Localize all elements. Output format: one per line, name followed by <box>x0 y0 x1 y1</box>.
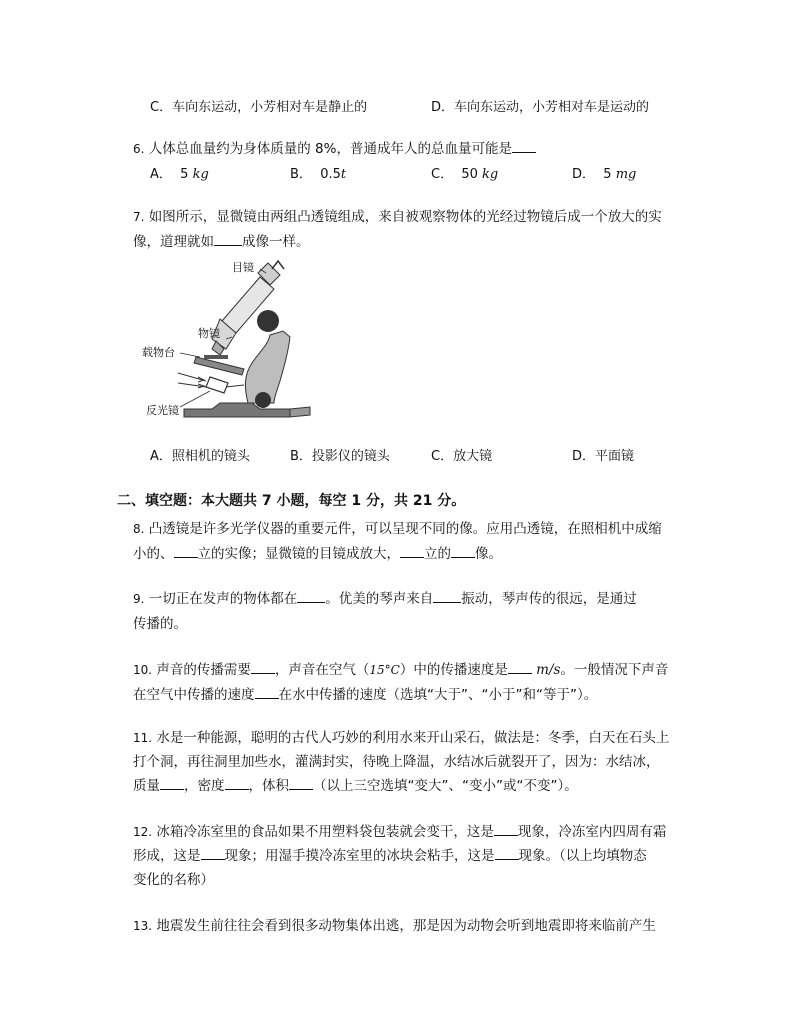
q6-option-b: B． 0.5t <box>290 167 347 182</box>
answer-blank <box>508 659 532 674</box>
label-stage: 载物台 <box>142 346 175 359</box>
temperature-value: 15°C <box>369 663 400 677</box>
question-text-part: 立的 <box>424 546 451 562</box>
label-objective: 物镜 <box>198 327 220 340</box>
answer-blank <box>174 543 198 558</box>
question-10 <box>133 658 693 708</box>
question-text: 水是一种能源，聪明的古代人巧妙的利用水来开山采石，做法是：冬季，白天在石头上 <box>156 730 670 746</box>
question-text-part: 在水中传播的速度（选填“大于”、“小于”和“等于”）。 <box>278 687 598 703</box>
question-text-part: 。一般情况下声音 <box>560 662 669 678</box>
question-11 <box>133 726 693 798</box>
section-heading: 二、填空题：本大题共 7 小题，每空 1 分，共 21 分。 <box>117 493 466 509</box>
question-text-part: 小的、 <box>133 546 174 562</box>
question-text: 人体总血量约为身体质量的 8%，普通成年人的总血量可能是 <box>148 141 512 157</box>
question-text-part: 现象，冷冻室内四周有霜 <box>517 824 667 840</box>
question-text: 打个洞，再往洞里加些水，灌满封实，待晚上降温，水结冰后就裂开了，因为：水结冰， <box>133 754 660 770</box>
answer-blank <box>255 684 279 699</box>
answer-blank <box>400 543 424 558</box>
question-8 <box>133 517 693 567</box>
q5-option-d: D．车向东运动，小芳相对车是运动的 <box>431 100 650 115</box>
answer-blank <box>289 775 313 790</box>
answer-blank <box>297 588 325 603</box>
answer-blank <box>512 138 536 153</box>
answer-blank <box>251 659 275 674</box>
question-text-part: 声音的传播需要 <box>156 662 251 678</box>
answer-blank <box>451 543 475 558</box>
question-text-part: 立的实像；显微镜的目镜成放大， <box>197 546 400 562</box>
question-text: 凸透镜是许多光学仪器的重要元件，可以呈现不同的像。应用凸透镜，在照相机中成缩 <box>148 521 662 537</box>
question-text: 如图所示，显微镜由两组凸透镜组成，来自被观察物体的光经过物镜后成一个放大的实 <box>148 209 662 225</box>
question-text-part: 现象；用湿手摸冷冻室里的冰块会粘手，这是 <box>224 848 495 864</box>
question-number: 9. <box>133 592 145 606</box>
answer-blank <box>214 231 242 246</box>
answer-blank <box>201 845 225 860</box>
question-9 <box>133 587 693 637</box>
label-mirror: 反光镜 <box>146 404 179 417</box>
question-text-part: 。优美的琴声来自 <box>325 591 434 607</box>
q7-option-d: D．平面镜 <box>572 449 635 464</box>
question-number: 10. <box>133 663 153 677</box>
question-text: 地震发生前往往会看到很多动物集体出逃，那是因为动物会听到地震即将来临前产生 <box>156 918 656 934</box>
question-text-part: ，密度 <box>184 778 225 794</box>
question-number: 7. <box>133 210 145 224</box>
question-text-part: 形成，这是 <box>133 848 201 864</box>
question-text-part: 质量 <box>133 778 160 794</box>
question-number: 12. <box>133 825 153 839</box>
question-text-part: 传播的。 <box>133 616 187 632</box>
answer-blank <box>225 775 249 790</box>
question-6 <box>133 137 693 162</box>
q7-option-b: B．投影仪的镜头 <box>290 449 390 464</box>
question-text-part: 现象。（以上均填物态 <box>518 848 647 864</box>
question-number: 13. <box>133 919 153 933</box>
question-text-part: 成像一样。 <box>242 234 310 250</box>
question-12 <box>133 820 693 892</box>
question-text-part: 变化的名称） <box>133 872 214 888</box>
question-number: 6. <box>133 142 145 156</box>
question-text-part: 一切正在发声的物体都在 <box>148 591 298 607</box>
q7-option-a: A．照相机的镜头 <box>150 449 250 464</box>
question-text-part: （以上三空选填“变大”、“变小”或“不变”）。 <box>313 778 578 794</box>
q6-option-d: D． 5 mg <box>572 167 637 182</box>
question-text-part: 冰箱冷冻室里的食品如果不用塑料袋包装就会变干，这是 <box>156 824 494 840</box>
question-text-part: ，体积 <box>248 778 289 794</box>
question-text-part: 像，道理就如 <box>133 234 214 250</box>
answer-blank <box>433 588 461 603</box>
q7-option-c: C．放大镜 <box>431 449 493 464</box>
question-text-part: 像。 <box>475 546 502 562</box>
q6-option-c: C． 50 kg <box>431 167 499 182</box>
q6-option-a: A． 5 kg <box>150 167 209 182</box>
q5-option-c: C．车向东运动，小芳相对车是静止的 <box>150 100 368 115</box>
question-7 <box>133 205 693 255</box>
label-eyepiece: 目镜 <box>232 261 254 274</box>
answer-blank <box>495 845 519 860</box>
unit: m/s <box>536 662 561 678</box>
microscope-figure <box>140 257 315 432</box>
answer-blank <box>494 821 518 836</box>
question-13 <box>133 914 693 939</box>
answer-blank <box>160 775 184 790</box>
question-number: 11. <box>133 731 153 745</box>
question-text-part: ，声音在空气（ <box>274 662 370 678</box>
question-text-part: 在空气中传播的速度 <box>133 687 255 703</box>
question-text-part: ）中的传播速度是 <box>399 662 508 678</box>
question-number: 8. <box>133 522 145 536</box>
question-text-part: 振动，琴声传的很远，是通过 <box>461 591 637 607</box>
